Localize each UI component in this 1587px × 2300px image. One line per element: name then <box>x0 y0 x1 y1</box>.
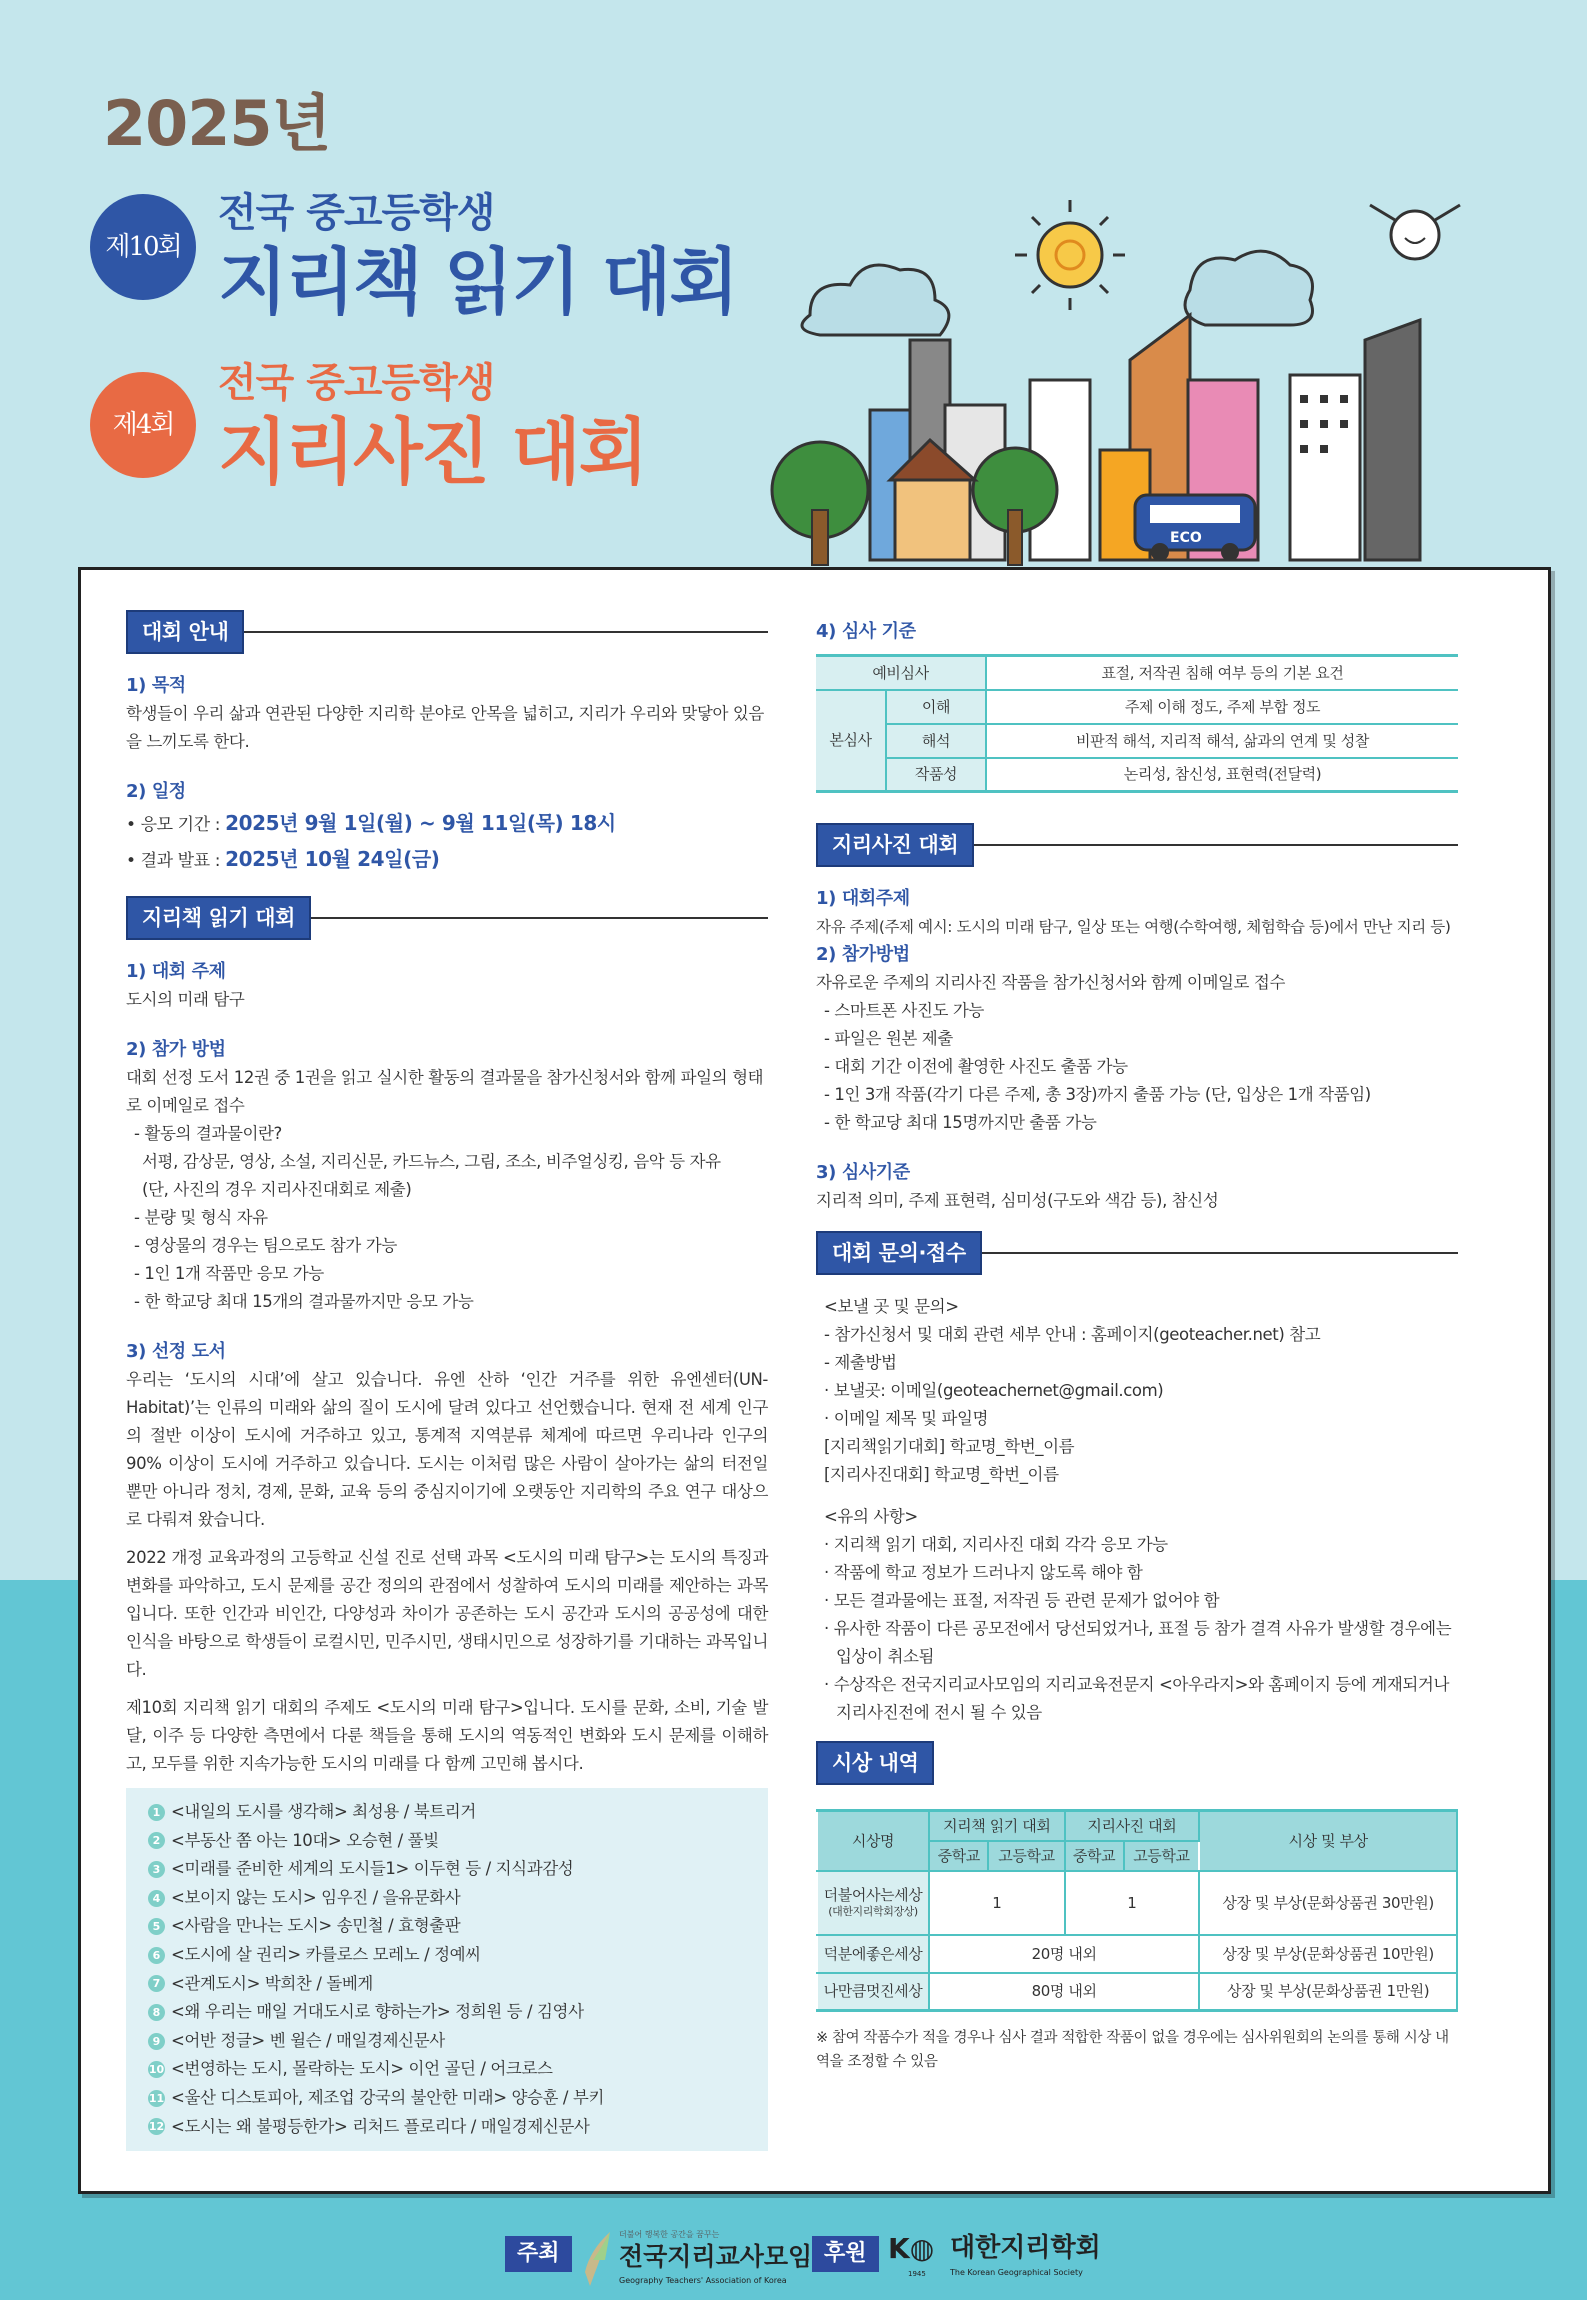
book-method-text: 대회 선정 도서 12권 중 1권을 읽고 실시한 활동의 결과물을 참가신청서와 함께 파일의 형태로 이메일로 접수 <box>126 1068 764 1115</box>
table-header: 지리사진 대회 <box>1065 1811 1200 1841</box>
contact-line: - 참가신청서 및 대회 관련 세부 안내 : 홈페이지(geoteacher.net) 참고 <box>824 1325 1321 1344</box>
tree-icon <box>772 442 868 565</box>
list-item: (단, 사진의 경우 지리사진대회로 제출) <box>142 1180 412 1199</box>
table-row <box>816 758 1458 792</box>
book-contest-title: 지리책 읽기 대회 <box>218 240 737 324</box>
note-item: · 지리책 읽기 대회, 지리사진 대회 각각 응모 가능 <box>824 1535 1168 1554</box>
sponsor-year: 1945 <box>908 2270 926 2279</box>
number-badge-icon: 11 <box>148 2091 165 2105</box>
table-cell: 본심사 <box>816 690 886 792</box>
list-item: - 한 학교당 최대 15명까지만 출품 가능 <box>824 1113 1097 1132</box>
judging-table <box>816 654 1458 793</box>
paragraph: 우리는 ‘도시의 시대’에 살고 있습니다. 유엔 산하 ‘인간 거주를 위한 유엔센터(UN-Habitat)’는 인류의 미래와 삶의 질이 도시에 달려 있다고 선언했습니다. 현재 전 세계 인구의 절반 이상이 도시에 거주하고 있고, 통계적 지역분류 체계에 따르면 우리나라 인구의 90% 이상이 도시에 거주하고 있습니다. 도시는 이처럼 많은 사람이 살아가는 삶의 터전일 뿐만 아니라 정치, 경제, 문화, 교육 등의 중심지이기에 오랫동안 지리학의 주요 연구 대상으로 다뤄져 왔습니다. <box>126 1370 768 1529</box>
contact-lines <box>816 1293 1458 1489</box>
book-item <box>148 2113 746 2142</box>
number-badge-icon: 12 <box>148 2120 165 2134</box>
photo-contest-title: 지리사진 대회 <box>218 410 647 494</box>
number-badge-icon: 6 <box>148 1947 165 1964</box>
book-text: <어반 정글> 벤 윌슨 / 매일경제신문사 <box>171 2030 445 2050</box>
section-header-contact: 대회 문의·접수 <box>816 1231 1458 1275</box>
note-item: · 작품에 학교 정보가 드러나지 않도록 해야 함 <box>824 1563 1143 1582</box>
list-item: - 스마트폰 사진도 가능 <box>824 1001 984 1020</box>
result-date: • 결과 발표 : 2025년 10월 24일(금) <box>126 847 440 871</box>
right-column <box>816 610 1458 2074</box>
note-item: · 유사한 작품이 다른 공모전에서 당선되었거나, 표절 등 참가 결격 사유가 발생할 경우에는 입상이 취소됨 <box>824 1619 1452 1666</box>
sponsor-label: 후원 <box>812 2236 879 2272</box>
section-header-book-contest: 지리책 읽기 대회 <box>126 896 768 940</box>
list-item: - 한 학교당 최대 15개의 결과물까지만 응모 가능 <box>134 1292 474 1311</box>
section-header-overview: 대회 안내 <box>126 610 768 654</box>
section-header-awards: 시상 내역 <box>816 1741 1458 1785</box>
book-item <box>148 1998 746 2027</box>
table-cell: 80명 내외 <box>929 1973 1199 2011</box>
table-cell: 예비심사 <box>816 656 986 690</box>
judging-heading: 4) 심사 기준 <box>816 621 916 642</box>
table-header: 시상 및 부상 <box>1199 1811 1457 1871</box>
table-cell: 작품성 <box>886 758 986 792</box>
leaf-logo-icon <box>585 2230 615 2288</box>
paragraph: 제10회 지리책 읽기 대회의 주제도 <도시의 미래 탐구>입니다. 도시를 문화, 소비, 기술 발달, 이주 등 다양한 측면에서 다룬 책들을 통해 도시의 역동적인 변화와 도시 문제를 이해하고, 모두를 위한 지속가능한 도시의 미래를 다 함께 고민해 봅시다. <box>126 1698 768 1773</box>
list-item: - 영상물의 경우는 팀으로도 참가 가능 <box>134 1236 397 1255</box>
table-header: 중학교 <box>1065 1841 1124 1871</box>
table-header: 고등학교 <box>988 1841 1064 1871</box>
year-title: 2025년 <box>103 87 331 160</box>
footer <box>0 2230 1587 2300</box>
bus-label: ECO <box>1170 530 1202 546</box>
number-badge-icon: 3 <box>148 1861 165 1878</box>
books-heading: 3) 선정 도서 <box>126 1341 226 1362</box>
host-label: 주최 <box>505 2236 572 2272</box>
list-item: - 대회 기간 이전에 촬영한 사진도 출품 가능 <box>824 1057 1128 1076</box>
book-text: <도시는 왜 불평등한가> 리처드 플로리다 / 매일경제신문사 <box>171 2116 590 2136</box>
table-row <box>816 690 1458 724</box>
contact-line: · 보낼곳: 이메일(geoteachernet@gmail.com) <box>824 1381 1164 1400</box>
number-badge-icon: 7 <box>148 1975 165 1992</box>
sponsor-name: 대한지리학회 <box>950 2233 1101 2264</box>
notes-list <box>816 1531 1458 1727</box>
photo-method-text: 자유로운 주제의 지리사진 작품을 참가신청서와 함께 이메일로 접수 <box>816 973 1286 992</box>
host-english-name: Geography Teachers' Association of Korea <box>619 2276 787 2286</box>
contact-line: · 이메일 제목 및 파일명 <box>824 1409 989 1428</box>
contact-line: <보낼 곳 및 문의> <box>824 1297 959 1316</box>
photo-contest-subtitle: 전국 중고등학생 <box>218 360 495 406</box>
table-cell: 나만큼멋진세상 <box>817 1973 929 2011</box>
cloud-icon <box>1185 251 1313 325</box>
paragraph: 2022 개정 교육과정의 고등학교 신설 진로 선택 과목 <도시의 미래 탐구>는 도시의 특징과 변화를 파악하고, 도시 문제를 공간 정의의 관점에서 성찰하여 도시의 미래를 제안하는 과목입니다. 또한 인간과 비인간, 다양성과 차이가 공존하는 도시 공간과 도시의 공공성에 대한 인식을 바탕으로 학생들이 로컬시민, 민주시민, 생태시민으로 성장하기를 기대하는 과목입니다. <box>126 1548 768 1679</box>
drone-icon <box>1370 205 1460 259</box>
book-contest-subtitle: 전국 중고등학생 <box>218 190 495 236</box>
left-column <box>126 610 768 2151</box>
table-cell: 20명 내외 <box>929 1935 1199 1973</box>
sun-icon <box>1015 200 1125 310</box>
bus-icon <box>1135 495 1255 561</box>
list-item: - 1인 1개 작품만 응모 가능 <box>134 1264 324 1283</box>
city-illustration <box>770 180 1490 575</box>
table-cell: 주제 이해 정도, 주제 부합 정도 <box>986 690 1458 724</box>
book-item <box>148 2027 746 2056</box>
content-panel <box>78 567 1551 2194</box>
note-item: · 모든 결과물에는 표절, 저작권 등 관련 문제가 없어야 함 <box>824 1591 1220 1610</box>
book-item <box>148 1827 746 1856</box>
number-badge-icon: 2 <box>148 1832 165 1849</box>
photo-judging-heading: 3) 심사기준 <box>816 1162 910 1183</box>
photo-theme: 자유 주제(주제 예시: 도시의 미래 탐구, 일상 또는 여행(수학여행, 체험학습 등)에서 만난 지리 등) <box>816 918 1451 936</box>
table-row <box>816 724 1458 758</box>
number-badge-icon: 1 <box>148 1804 165 1821</box>
apply-period: • 응모 기간 : 2025년 9월 1일(월) ~ 9월 11일(목) 18시 <box>126 811 616 835</box>
contact-line: - 제출방법 <box>824 1353 897 1372</box>
table-header: 시상명 <box>817 1811 929 1871</box>
table-cell: 이해 <box>886 690 986 724</box>
table-row <box>817 1811 1457 1841</box>
book-text: <내일의 도시를 생각해> 최성용 / 북트리거 <box>171 1802 476 1821</box>
note-item: · 수상작은 전국지리교사모임의 지리교육전문지 <아우라지>와 홈페이지 등에 게재되거나 지리사진전에 전시 될 수 있음 <box>824 1675 1450 1722</box>
book-item <box>148 1970 746 1999</box>
book-method-heading: 2) 참가 방법 <box>126 1039 226 1060</box>
sponsor-english-name: The Korean Geographical Society <box>950 2268 1083 2278</box>
table-row <box>816 656 1458 690</box>
number-badge-icon: 5 <box>148 1918 165 1935</box>
notes-heading: <유의 사항> <box>824 1507 918 1526</box>
number-badge-icon: 9 <box>148 2033 165 2050</box>
table-row <box>817 1973 1457 2011</box>
book-item <box>148 2055 746 2084</box>
book-item <box>148 1798 746 1827</box>
book-text: <도시에 살 권리> 카를로스 모레노 / 정예씨 <box>171 1944 481 1964</box>
table-cell: 1 <box>929 1871 1065 1935</box>
contact-line: [지리책읽기대회] 학교명_학번_이름 <box>824 1437 1075 1456</box>
edition-badge-book: 제10회 <box>90 194 196 300</box>
book-theme-heading: 1) 대회 주제 <box>126 961 226 982</box>
number-badge-icon: 8 <box>148 2004 165 2021</box>
list-item: - 분량 및 형식 자유 <box>134 1208 268 1227</box>
list-item: - 1인 3개 작품(각기 다른 주제, 총 3장)까지 출품 가능 (단, 입상은 1개 작품임) <box>824 1085 1371 1104</box>
book-text: <보이지 않는 도시> 임우진 / 을유문화사 <box>171 1887 461 1907</box>
awards-note: ※ 참여 작품수가 적을 경우나 심사 결과 적합한 작품이 없을 경우에는 심사위원회의 논의를 통해 시상 내역을 조정할 수 있음 <box>816 2030 1449 2070</box>
book-item <box>148 1855 746 1884</box>
table-cell: 덕분에좋은세상 <box>817 1935 929 1973</box>
table-header: 지리책 읽기 대회 <box>929 1811 1065 1841</box>
table-header: 고등학교 <box>1124 1841 1200 1871</box>
table-cell: 비판적 해석, 지리적 해석, 삶과의 연계 및 성찰 <box>986 724 1458 758</box>
poster-header <box>0 0 1587 567</box>
list-item: 서평, 감상문, 영상, 소설, 지리신문, 카드뉴스, 그림, 조소, 비주얼싱킹, 음악 등 자유 <box>142 1152 721 1171</box>
photo-method-heading: 2) 참가방법 <box>816 944 910 965</box>
purpose-heading: 1) 목적 <box>126 675 186 696</box>
book-item <box>148 1912 746 1941</box>
edition-badge-photo: 제4회 <box>90 372 196 478</box>
table-header: 중학교 <box>929 1841 988 1871</box>
awards-table <box>816 1809 1458 2012</box>
book-item <box>148 2084 746 2113</box>
photo-judging: 지리적 의미, 주제 표현력, 심미성(구도와 색감 등), 참신성 <box>816 1191 1219 1210</box>
photo-theme-heading: 1) 대회주제 <box>816 888 910 909</box>
book-text: <번영하는 도시, 몰락하는 도시> 이언 골딘 / 어크로스 <box>171 2059 553 2079</box>
book-item <box>148 1884 746 1913</box>
table-cell: 더불어사는세상 (대한지리학회장상) <box>817 1871 929 1935</box>
table-row <box>817 1935 1457 1973</box>
schedule-heading: 2) 일정 <box>126 781 186 802</box>
book-text: <울산 디스토피아, 제조업 강국의 불안한 미래> 양승훈 / 부키 <box>171 2087 605 2107</box>
book-theme: 도시의 미래 탐구 <box>126 990 245 1009</box>
table-cell: 상장 및 부상(문화상품권 30만원) <box>1199 1871 1457 1935</box>
host-tagline: 더불어 행복한 공간을 꿈꾸는 <box>619 2230 720 2240</box>
table-cell: 상장 및 부상(문화상품권 1만원) <box>1199 1973 1457 2011</box>
book-list <box>126 1788 768 2151</box>
book-text: <왜 우리는 매일 거대도시로 향하는가> 정희원 등 / 김영사 <box>171 2002 584 2022</box>
book-text: <미래를 준비한 세계의 도시들1> 이두현 등 / 지식과감성 <box>171 1859 574 1879</box>
contact-line: [지리사진대회] 학교명_학번_이름 <box>824 1465 1059 1484</box>
table-cell: 논리성, 참신성, 표현력(전달력) <box>986 758 1458 792</box>
book-text: <관계도시> 박희찬 / 돌베게 <box>171 1973 373 1993</box>
list-item: - 활동의 결과물이란? <box>134 1124 282 1143</box>
number-badge-icon: 4 <box>148 1890 165 1907</box>
book-item <box>148 1941 746 1970</box>
table-cell: 해석 <box>886 724 986 758</box>
book-text: <부동산 쫌 아는 10대> 오승현 / 풀빛 <box>171 1830 439 1850</box>
list-item: - 파일은 원본 제출 <box>824 1029 953 1048</box>
book-text: <사람을 만나는 도시> 송민철 / 효형출판 <box>171 1916 461 1936</box>
number-badge-icon: 10 <box>148 2063 165 2077</box>
host-name: 전국지리교사모임 <box>619 2242 813 2272</box>
section-header-photo-contest: 지리사진 대회 <box>816 823 1458 867</box>
purpose-text: 학생들이 우리 삶과 연관된 다양한 지리학 분야로 안목을 넓히고, 지리가 우리와 맞닿아 있음을 느끼도록 한다. <box>126 704 764 751</box>
kgs-globe-icon: K◍ <box>888 2232 935 2266</box>
table-cell: 1 <box>1065 1871 1200 1935</box>
cloud-icon <box>802 265 949 335</box>
table-cell: 상장 및 부상(문화상품권 10만원) <box>1199 1935 1457 1973</box>
table-cell: 표절, 저작권 침해 여부 등의 기본 요건 <box>986 656 1458 690</box>
table-row <box>817 1871 1457 1935</box>
